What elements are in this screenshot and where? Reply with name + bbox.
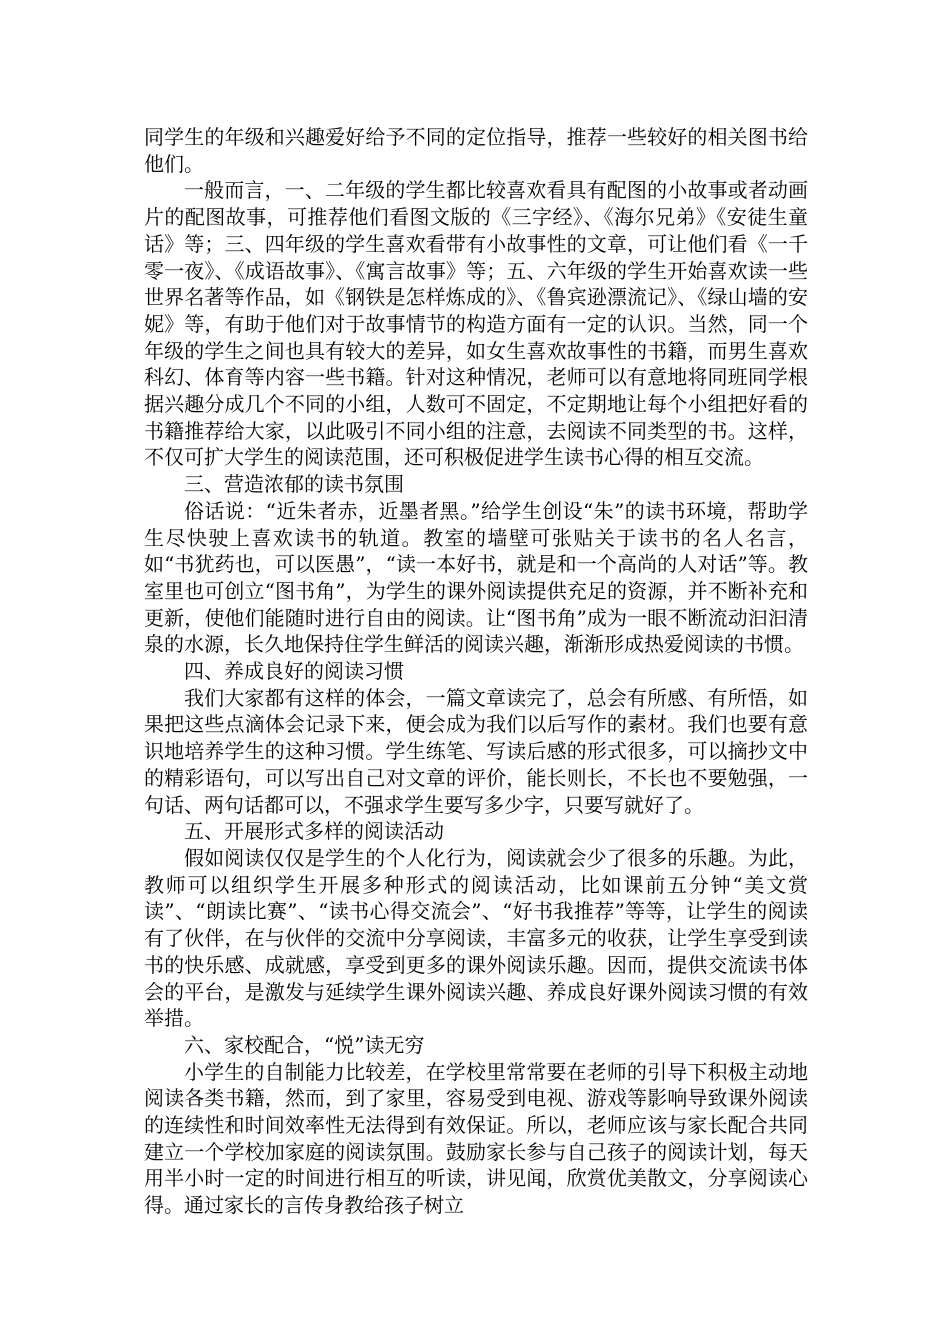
section-heading-6: 六、家校配合，“悦”读无穷 xyxy=(184,1032,425,1057)
paragraph-reading-habits: 我们大家都有这样的体会，一篇文章读完了，总会有所感、有所悟，如果把这些点滴体会记录下来，便会成为我们以后写作的素材。我们也要有意识地培养学生的这种习惯。学生练笔、写读后感的形式很多，可以摘抄文中的精彩语句，可以写出自己对文章的评价，能长则长，不长也不要勉强，一句话、两句话都可以，不强求学生要写多少字，只要写就好了。 xyxy=(144,685,808,817)
document-page xyxy=(144,124,808,1219)
section-heading-3: 三、营造浓郁的读书氛围 xyxy=(184,472,404,497)
paragraph-continuation: 同学生的年级和兴趣爱好给予不同的定位指导，推荐一些较好的相关图书给他们。 xyxy=(144,125,808,176)
paragraph-home-school: 小学生的自制能力比较差，在学校里常常要在老师的引导下积极主动地阅读各类书籍，然而，到了家里，容易受到电视、游戏等影响导致课外阅读的连续性和时间效率性无法得到有效保证。所以，老师应该与家长配合共同建立一个学校加家庭的阅读氛围。鼓励家长参与自己孩子的阅读计划，每天用半小时一定的时间进行相互的听读，讲见闻，欣赏优美散文，分享阅读心得。通过家长的言传身教给孩子树立 xyxy=(144,1059,808,1218)
section-heading-4: 四、养成良好的阅读习惯 xyxy=(184,659,404,684)
paragraph-grade-recommendations: 一般而言，一、二年级的学生都比较喜欢看具有配图的小故事或者动画片的配图故事，可推荐他们看图文版的《三字经》、《海尔兄弟》《安徒生童话》等；三、四年级的学生喜欢看带有小故事性的文章，可让他们看《一千零一夜》、《成语故事》、《寓言故事》等；五、六年级的学生开始喜欢读一些世界名著等作品，如《钢铁是怎样炼成的》、《鲁宾逊漂流记》、《绿山墙的安妮》等，有助于他们对于故事情节的构造方面有一定的认识。当然，同一个年级的学生之间也具有较大的差异，如女生喜欢故事性的书籍，而男生喜欢科幻、体育等内容一些书籍。针对这种情况，老师可以有意地将同班同学根据兴趣分成几个不同的小组，人数可不固定，不定期地让每个小组把好看的书籍推荐给大家，以此吸引不同小组的注意，去阅读不同类型的书。这样，不仅可扩大学生的阅读范围，还可积极促进学生读书心得的相互交流。 xyxy=(144,178,808,470)
paragraph-reading-atmosphere: 俗话说：“近朱者赤，近墨者黑。”给学生创设“朱”的读书环境，帮助学生尽快驶上喜欢读书的轨道。教室的墙壁可张贴关于读书的名人名言，如“书犹药也，可以医愚”，“读一本好书，就是和一个高尚的人对话”等。教室里也可创立“图书角”，为学生的课外阅读提供充足的资源，并不断补充和更新，使他们能随时进行自由的阅读。让“图书角”成为一眼不断流动汩汩清泉的水源，长久地保持住学生鲜活的阅读兴趣，渐渐形成热爱阅读的书惯。 xyxy=(144,498,808,657)
paragraph-reading-activities: 假如阅读仅仅是学生的个人化行为，阅读就会少了很多的乐趣。为此，教师可以组织学生开展多种形式的阅读活动，比如课前五分钟“美文赏读”、“朗读比赛”、“读书心得交流会”、“好书我推荐”等等，让学生的阅读有了伙伴，在与伙伴的交流中分享阅读，丰富多元的收获，让学生享受到读书的快乐感、成就感，享受到更多的课外阅读乐趣。因而，提供交流读书体会的平台，是激发与延续学生课外阅读兴趣、养成良好课外阅读习惯的有效举措。 xyxy=(144,845,808,1031)
section-heading-5: 五、开展形式多样的阅读活动 xyxy=(184,819,444,844)
